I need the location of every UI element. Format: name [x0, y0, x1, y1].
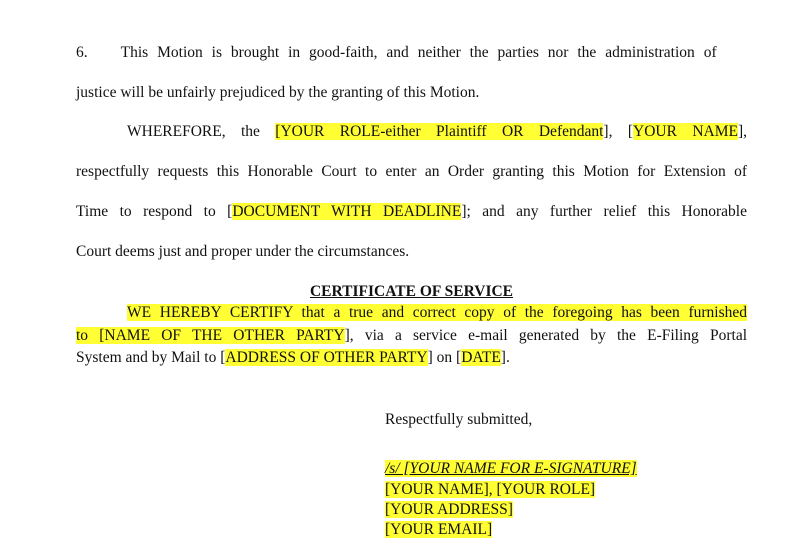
e-signature-placeholder: /s/ [YOUR NAME FOR E-SIGNATURE] [385, 460, 637, 477]
date-placeholder: DATE [461, 349, 501, 366]
name-role-line [385, 480, 785, 500]
paragraph-6-text-1: This Motion is brought in good-faith, and neither the parties nor the administration of [120, 44, 717, 61]
paragraph-number: 6. [76, 44, 88, 61]
other-party-placeholder: to [NAME OF THE OTHER PARTY [76, 327, 345, 344]
name-placeholder: YOUR NAME [633, 123, 738, 140]
certify-statement: WE HEREBY CERTIFY that a true and correct copy of the foregoing has been furnished [127, 304, 747, 321]
wherefore-line-2 [76, 162, 747, 182]
address-line [385, 500, 785, 520]
certificate-text-3a: System and by Mail to [ [76, 349, 226, 366]
wherefore-text-4: Court deems just and proper under the circumstances. [76, 243, 410, 260]
certificate-text-3b: ] on [ [427, 349, 462, 366]
email-line [385, 520, 785, 540]
document-placeholder: DOCUMENT WITH DEADLINE [232, 203, 462, 220]
certificate-line-1 [127, 303, 747, 323]
wherefore-text-3a: Time to respond to [ [76, 203, 233, 220]
certificate-text-2: ], via a service e-mail generated by the E-Filing Portal [344, 327, 747, 344]
respectfully-submitted: Respectfully submitted, [385, 411, 533, 428]
e-signature-line [385, 459, 785, 479]
paragraph-6-line-2 [76, 83, 747, 103]
wherefore-line-4 [76, 242, 747, 262]
wherefore-text-2: respectfully requests this Honorable Court to enter an Order granting this Motion for Extension of [76, 163, 747, 180]
address-placeholder: [YOUR ADDRESS] [385, 501, 513, 518]
wherefore-intro: WHEREFORE, the [127, 123, 276, 140]
name-role-placeholder: [YOUR NAME], [YOUR ROLE] [385, 481, 596, 498]
certificate-line-2 [76, 326, 747, 346]
wherefore-bracket-close: ], [737, 123, 747, 140]
certificate-text-3c: ]. [500, 349, 510, 366]
wherefore-separator: ], [ [603, 123, 634, 140]
wherefore-line-3 [76, 202, 747, 222]
email-placeholder: [YOUR EMAIL] [385, 521, 493, 538]
wherefore-text-3b: ]; and any further relief this Honorable [461, 203, 747, 220]
role-placeholder: [YOUR ROLE-either Plaintiff OR Defendant [275, 123, 604, 140]
paragraph-6-text-2: justice will be unfairly prejudiced by the granting of this Motion. [76, 84, 480, 101]
certificate-heading: CERTIFICATE OF SERVICE [309, 283, 514, 300]
wherefore-line-1 [127, 122, 747, 142]
paragraph-6-line-1 [76, 43, 747, 63]
address-other-party-placeholder: ADDRESS OF OTHER PARTY [225, 349, 428, 366]
certificate-line-3 [76, 348, 747, 368]
